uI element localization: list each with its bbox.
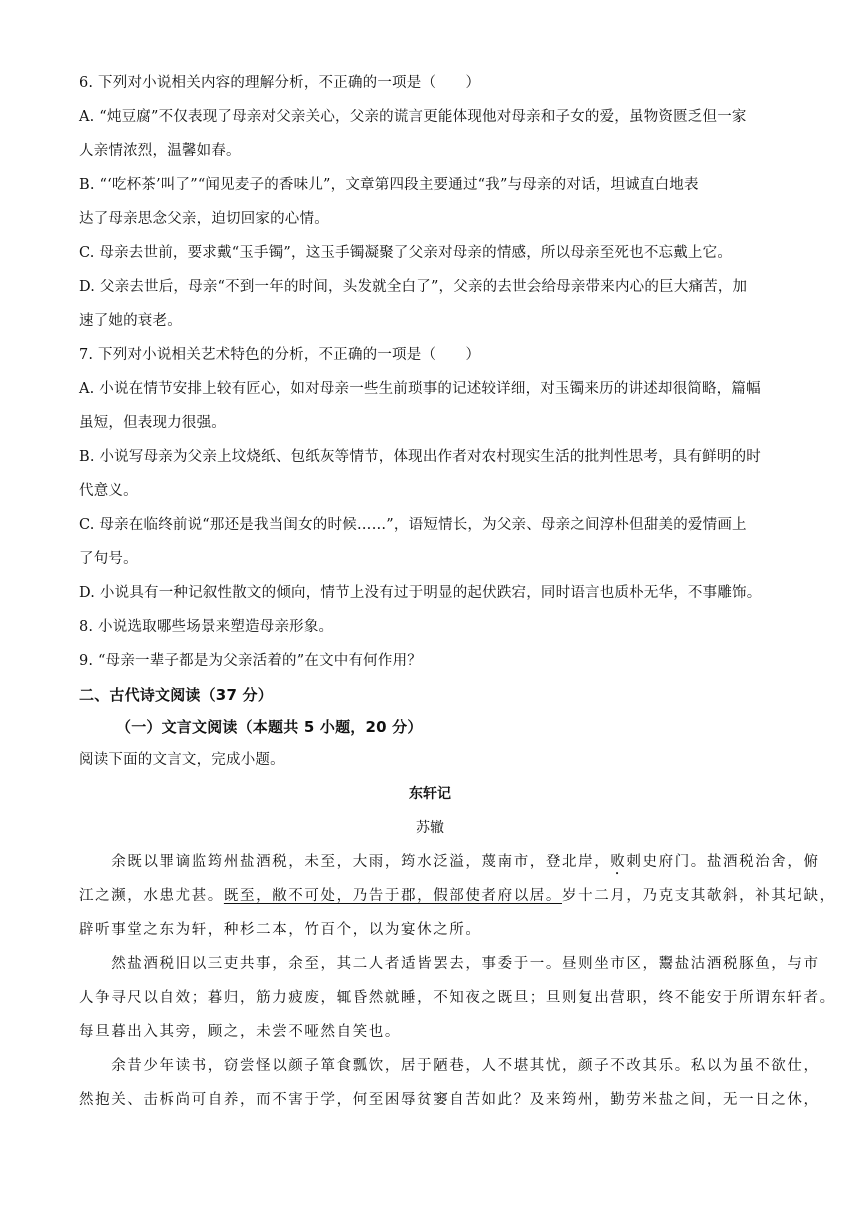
q7-option-a-line2: 虽短，但表现力很强。 <box>79 415 226 431</box>
essay-p3-line1: 余昔少年读书，窃尝怪以颜子箪食瓢饮，居于陋巷，人不堪其忧，颜子不改其乐。私以为虽不欲仕， <box>79 1058 820 1074</box>
essay-text: 岁十二月，乃克支其欹斜，补其圮缺， <box>562 888 836 904</box>
essay-p2-line2: 人争寻尺以自效；暮归，筋力疲废，辄昏然就睡，不知夜之既旦；旦则复出营职，终不能安于所谓东轩者。 <box>79 990 836 1006</box>
essay-p1-line1 <box>79 852 820 878</box>
q6-option-b-line2: 达了母亲思念父亲，迫切回家的心情。 <box>79 211 329 227</box>
q6-stem: 6. 下列对小说相关内容的理解分析，不正确的一项是（ ） <box>79 75 481 91</box>
q6-option-b-line1: B. “‘吃杯茶’叫了”“闻见麦子的香味儿”，文章第四段主要通过“我”与母亲的对话，坦诚直白地表 <box>79 177 699 193</box>
q7-option-c-line1: C. 母亲在临终前说“那还是我当闺女的时候……”，语短情长，为父亲、母亲之间淳朴但甜美的爱情画上 <box>79 517 747 533</box>
q6-option-a-line2: 人亲情浓烈，温馨如春。 <box>79 143 241 159</box>
essay-text: 刺史府门。盐酒税治舍，俯 <box>626 854 820 870</box>
essay-p2-line1: 然盐酒税旧以三吏共事，余至，其二人者适皆罢去，事委于一。昼则坐市区，鬻盐沽酒税豚鱼，与市 <box>79 956 820 972</box>
q7-option-a-line1: A. 小说在情节安排上较有匠心，如对母亲一些生前琐事的记述较详细，对玉镯来历的讲述却很简略，篇幅 <box>79 381 761 397</box>
q6-option-c-line1: C. 母亲去世前，要求戴“玉手镯”，这玉手镯凝聚了父亲对母亲的情感，所以母亲至死也不忘戴上它。 <box>79 245 733 261</box>
essay-p3-line2: 然抱关、击柝尚可自养，而不害于学，何至困辱贫窭自苦如此？及来筠州，勤劳米盐之间，无一日之休， <box>79 1092 820 1108</box>
essay-text: 江之濒，水患尤甚。 <box>79 888 224 904</box>
reading-instruction: 阅读下面的文言文，完成小题。 <box>79 752 285 768</box>
q7-option-d-line1: D. 小说具有一种记叙性散文的倾向，情节上没有过于明显的起伏跌宕，同时语言也质朴无华，不事雕饰。 <box>79 585 762 601</box>
section-2-heading: 二、古代诗文阅读（37 分） <box>79 686 273 704</box>
q7-option-b-line2: 代意义。 <box>79 483 138 499</box>
q7-option-c-line2: 了句号。 <box>79 551 138 567</box>
q6-option-a-line1: A. “炖豆腐”不仅表现了母亲对父亲关心，父亲的谎言更能体现他对母亲和子女的爱，虽物资匮乏但一家 <box>79 109 747 125</box>
essay-text: 余既以罪谪监筠州盐酒税，未至，大雨，筠水泛溢，蔑南市，登北岸， <box>79 854 611 870</box>
q7-option-b-line1: B. 小说写母亲为父亲上坟烧纸、包纸灰等情节，体现出作者对农村现实生活的批判性思考，具有鲜明的时 <box>79 449 761 465</box>
q7-stem: 7. 下列对小说相关艺术特色的分析，不正确的一项是（ ） <box>79 347 481 363</box>
underlined-sentence: 既至，敝不可处，乃告于郡，假部使者府以居。 <box>223 888 563 904</box>
q6-option-d-line2: 速了她的衰老。 <box>79 313 182 329</box>
essay-p1-line3: 辟听事堂之东为轩，种杉二本，竹百个，以为宴休之所。 <box>79 922 482 938</box>
essay-title: 东轩记 <box>409 786 451 802</box>
essay-author: 苏辙 <box>416 820 444 836</box>
emphasis-dot-char: 败 <box>610 854 627 870</box>
q6-option-d-line1: D. 父亲去世后，母亲“不到一年的时间，头发就全白了”，父亲的去世会给母亲带来内心的巨大痛苦，加 <box>79 279 748 295</box>
q9-stem: 9. “母亲一辈子都是为父亲活着的”在文中有何作用？ <box>79 653 422 669</box>
subsection-1-heading: （一）文言文阅读（本题共 5 小题，20 分） <box>116 718 423 736</box>
essay-p1-line2 <box>79 886 836 906</box>
q8-stem: 8. 小说选取哪些场景来塑造母亲形象。 <box>79 619 334 635</box>
essay-p2-line3: 每旦暮出入其旁，顾之，未尝不哑然自笑也。 <box>79 1024 401 1040</box>
